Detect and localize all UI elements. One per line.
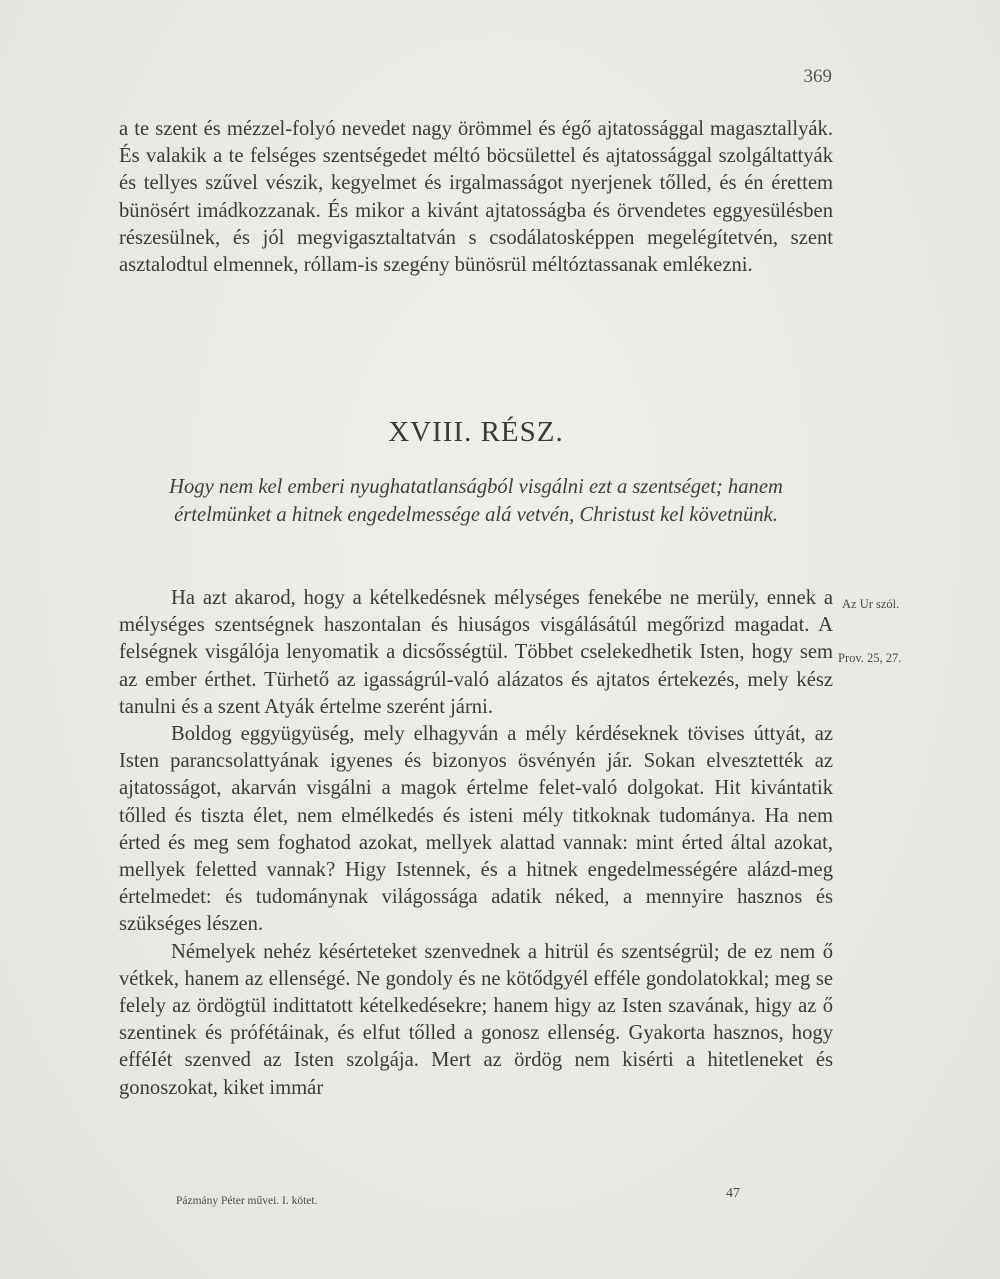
section-subtitle: Hogy nem kel emberi nyughatatlanságból visgálni ezt a szentséget; hanem értelmünket a hitnek engedelmessége alá vetvén, Christust kel követnünk.	[169, 476, 783, 526]
body-text	[119, 585, 833, 1102]
margin-note-2: Prov. 25, 27.	[838, 651, 902, 665]
page-number: 369	[803, 66, 832, 87]
paragraph-1: Ha azt akarod, hogy a kételkedésnek mélységes fenekébe ne merüly, ennek a mélységes szentségnek haszontalan és hiuságos visgálásátúl megőrizd magadat. A felségnek visgálója lenyomatik a dicsősségtül. Többet cselekedhetik Isten, hogy sem az ember érthet. Türhető az igasságrúl-való alázatos és ajtatos értekezés, mely kész tanulni és a szent Atyák értelme szerént járni.	[119, 587, 833, 718]
section-heading: XVIII. RÉSZ.	[388, 416, 564, 448]
page-footer: Pázmány Péter művei. I. kötet.	[176, 1195, 318, 1207]
paragraph-3: Némelyek nehéz késérteteket szenvednek a hitrül és szentségrül; de ez nem ő vétkek, hanem az ellenségé. Ne gondoly és ne kötődgyél efféle gondolatokkal; meg se felely az ördögtül indittatott kételkedésekre; hanem higy az Isten szavának, higy az ő szentinek és prófétáinak, és elfut tőlled a gonosz ellenség. Gyakorta hasznos, hogy efféIét szenved az Isten szolgája. Mert az ördög nem kisérti a hitetleneket és gonoszokat, kiket immár	[119, 940, 833, 1099]
intro-paragraph: a te szent és mézzel-folyó nevedet nagy örömmel és égő ajtatossággal magasztallyák. És valakik a te felséges szentségedet méltó böcsülettel és ajtatossággal szolgáltattyák és tellyes szűvel vészik, kegyelmet és irgalmasságot nyerjenek tőlled, és én érettem bünösért imádkozzanak. És mikor a kivánt ajtatosságba és örvendetes eggyesülésben részesülnek, és jól megvigasztaltatván s csodálatosképpen megelégítetvén, szent asztalodtul elmennek, róllam-is szegény bünösrül méltóztassanak emlékezni.	[119, 118, 833, 277]
paragraph-2: Boldog eggyügyüség, mely elhagyván a mély kérdéseknek tövises úttyát, az Isten parancsolattyának igyenes és bizonyos ösvényén jár. Sokan elvesztették az ajtatosságot, akarván visgálni a magok értelme felet-való dolgokat. Hit kivántatik tőlled és tiszta élet, nem elmélkedés és isteni mély titkoknak tudománya. Ha nem érted és meg sem foghatod azokat, mellyek alattad vannak: mint érted által azokat, mellyek feletted vannak? Higy Istennek, és a hitnek engedelmességére alázd-meg értelmedet: és tudománynak világossága adatik néked, a mennyire hasznos és szükséges lészen.	[119, 723, 833, 936]
signature-mark: 47	[726, 1186, 740, 1201]
margin-note-1: Az Ur szól.	[842, 597, 900, 611]
intro-text	[119, 116, 833, 279]
